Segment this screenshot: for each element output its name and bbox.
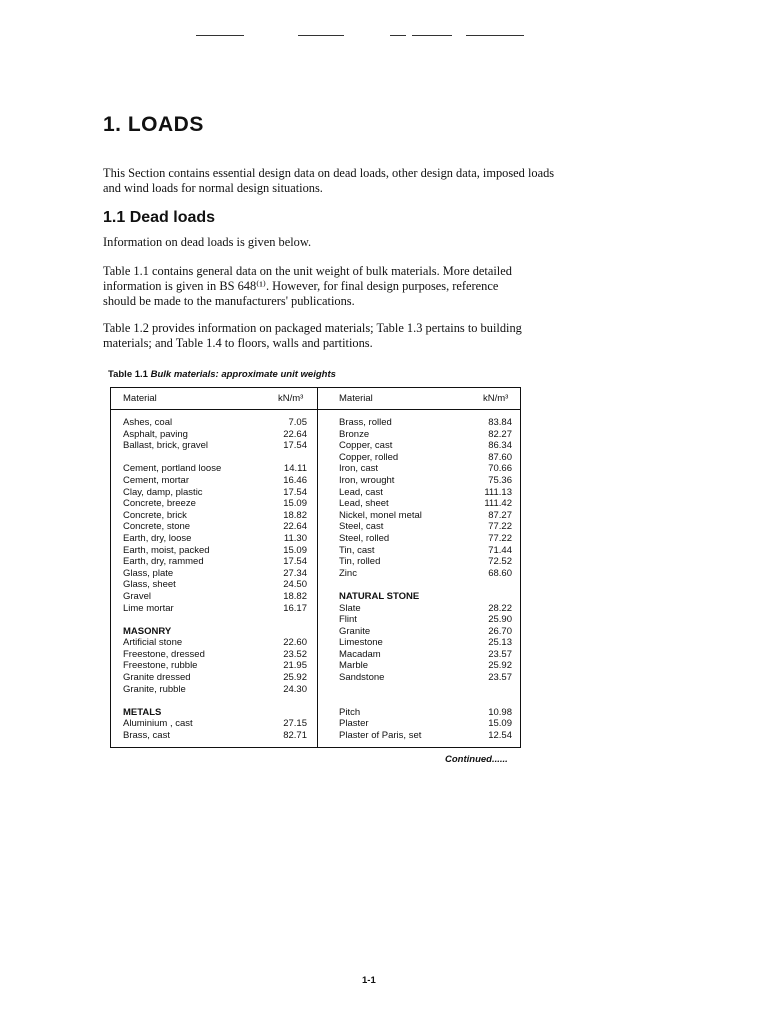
unit-weight-value: 77.22 <box>488 521 512 533</box>
unit-weight-value: 24.30 <box>283 683 307 695</box>
unit-weight-value: 17.54 <box>283 486 307 498</box>
table-row <box>123 429 307 441</box>
material-name: Iron, cast <box>339 463 379 475</box>
table-row <box>339 452 512 464</box>
material-name: Aluminium , cast <box>123 718 193 730</box>
intro-paragraph: This Section contains essential design data on dead loads, other design data, imposed loads and wind loads for normal design situations. <box>103 166 555 195</box>
material-name: Iron, wrought <box>339 474 395 486</box>
unit-weight-value: 82.27 <box>488 428 512 440</box>
table-caption-title: Bulk materials: approximate unit weights <box>150 369 336 380</box>
unit-weight-value: 12.54 <box>488 730 512 742</box>
unit-weight-value: 11.30 <box>283 532 307 544</box>
table-row <box>123 660 307 672</box>
unit-weight-value: 75.36 <box>488 474 512 486</box>
table-row <box>339 498 512 510</box>
unit-weight-value: 25.13 <box>488 637 512 649</box>
material-name: Lead, cast <box>339 486 383 498</box>
material-name: Granite, rubble <box>123 683 186 695</box>
header-rule <box>298 35 344 36</box>
table-row <box>123 707 307 719</box>
material-name: Steel, rolled <box>339 532 390 544</box>
material-name: Steel, cast <box>339 521 384 533</box>
bulk-materials-table <box>110 387 521 748</box>
unit-weight-value: 111.13 <box>484 486 512 498</box>
material-name: Earth, dry, rammed <box>123 556 204 568</box>
material-name: METALS <box>123 706 162 718</box>
material-name: Cement, mortar <box>123 474 189 486</box>
material-name: Copper, cast <box>339 440 393 452</box>
unit-weight-value: 23.52 <box>283 648 307 660</box>
page-title: 1. LOADS <box>103 113 204 136</box>
unit-weight-value: 25.90 <box>488 614 512 626</box>
material-name: Freestone, dressed <box>123 648 205 660</box>
table-row <box>123 487 307 499</box>
unit-weight-value: 111.42 <box>484 498 512 510</box>
material-name: Lime mortar <box>123 602 174 614</box>
material-name: Macadam <box>339 648 381 660</box>
table-left-column <box>123 417 307 742</box>
table-header-divider <box>111 409 520 410</box>
table-row <box>339 626 512 638</box>
unit-weight-value: 23.57 <box>488 648 512 660</box>
material-name: Earth, moist, packed <box>123 544 210 556</box>
material-name: Granite <box>339 625 371 637</box>
table-row <box>123 614 307 626</box>
section-heading: 1.1 Dead loads <box>103 209 216 226</box>
material-name: Freestone, rubble <box>123 660 198 672</box>
table-row <box>339 429 512 441</box>
header-rule <box>390 35 406 36</box>
header-rule <box>412 35 452 36</box>
unit-weight-value: 16.17 <box>283 602 307 614</box>
table-1-2-paragraph: Table 1.2 provides information on packaged materials; Table 1.3 pertains to building materials; and Table 1.4 to floors, walls and partitions. <box>103 321 522 350</box>
material-name: Concrete, brick <box>123 509 187 521</box>
unit-weight-value: 22.60 <box>283 637 307 649</box>
unit-weight-value: 72.52 <box>488 556 512 568</box>
material-name: NATURAL STONE <box>339 590 420 602</box>
table-row <box>123 603 307 615</box>
table-row <box>123 568 307 580</box>
material-name: MASONRY <box>123 625 172 637</box>
table-row <box>123 498 307 510</box>
table-row <box>123 556 307 568</box>
table-row <box>339 556 512 568</box>
material-name: Tin, rolled <box>339 556 381 568</box>
table-row <box>123 545 307 557</box>
unit-weight-value: 71.44 <box>488 544 512 556</box>
table-row <box>339 417 512 429</box>
material-name: Gravel <box>123 590 151 602</box>
unit-weight-value: 70.66 <box>488 463 512 475</box>
table-caption-label: Table 1.1 <box>108 369 148 380</box>
material-name: Lead, sheet <box>339 498 389 510</box>
table-row <box>123 452 307 464</box>
header-rule <box>196 35 244 36</box>
unit-weight-value: 18.82 <box>283 590 307 602</box>
unit-weight-value: 87.60 <box>488 451 512 463</box>
material-name: Ashes, coal <box>123 417 173 428</box>
material-name: Zinc <box>339 567 357 579</box>
table-row <box>123 475 307 487</box>
table-row <box>339 440 512 452</box>
material-name: Copper, rolled <box>339 451 399 463</box>
unit-weight-value: 22.64 <box>283 428 307 440</box>
material-name: Pitch <box>339 706 361 718</box>
table-row <box>339 730 512 742</box>
material-name: Nickel, monel metal <box>339 509 422 521</box>
unit-weight-value: 77.22 <box>488 532 512 544</box>
material-name: Limestone <box>339 637 383 649</box>
unit-weight-value: 28.22 <box>488 602 512 614</box>
header-material-right: Material <box>339 393 373 404</box>
unit-weight-value: 22.64 <box>283 521 307 533</box>
material-name: Brass, rolled <box>339 417 392 428</box>
material-name: Concrete, breeze <box>123 498 196 510</box>
header-unit-right: kN/m³ <box>483 393 509 404</box>
table-row <box>123 463 307 475</box>
unit-weight-value: 17.54 <box>283 440 307 452</box>
unit-weight-value: 25.92 <box>283 672 307 684</box>
table-row <box>123 718 307 730</box>
table-1-1-paragraph: Table 1.1 contains general data on the unit weight of bulk materials. More detailed information is given in BS 648⁽¹⁾. However, for final design purposes, reference should be made to the manufacturers' publications. <box>103 264 512 308</box>
table-row <box>339 579 512 591</box>
material-name: Cement, portland loose <box>123 463 222 475</box>
table-row <box>339 672 512 684</box>
unit-weight-value: 10.98 <box>488 706 512 718</box>
material-name: Clay, damp, plastic <box>123 486 203 498</box>
table-row <box>123 626 307 638</box>
material-name: Marble <box>339 660 369 672</box>
unit-weight-value: 21.95 <box>283 660 307 672</box>
table-row <box>339 591 512 603</box>
table-row <box>339 718 512 730</box>
table-right-column <box>339 417 512 742</box>
table-row <box>339 637 512 649</box>
table-row <box>123 533 307 545</box>
material-name: Plaster of Paris, set <box>339 730 422 742</box>
unit-weight-value: 25.92 <box>488 660 512 672</box>
table-row <box>123 591 307 603</box>
material-name: Artificial stone <box>123 637 183 649</box>
material-name: Slate <box>339 602 361 614</box>
unit-weight-value: 26.70 <box>488 625 512 637</box>
unit-weight-value: 82.71 <box>283 730 307 742</box>
table-caption <box>108 369 336 380</box>
material-name: Concrete, stone <box>123 521 191 533</box>
table-row <box>339 475 512 487</box>
unit-weight-value: 15.09 <box>283 498 307 510</box>
header-unit-left: kN/m³ <box>278 393 304 404</box>
material-name: Sandstone <box>339 672 385 684</box>
table-row <box>339 463 512 475</box>
unit-weight-value: 27.15 <box>283 718 307 730</box>
table-row <box>123 521 307 533</box>
unit-weight-value: 15.09 <box>283 544 307 556</box>
table-row <box>339 521 512 533</box>
material-name: Plaster <box>339 718 369 730</box>
unit-weight-value: 83.84 <box>488 417 512 428</box>
table-row <box>339 695 512 707</box>
continued-note: Continued...... <box>445 754 508 765</box>
table-row <box>123 579 307 591</box>
unit-weight-value: 27.34 <box>283 567 307 579</box>
material-name: Earth, dry, loose <box>123 532 192 544</box>
table-row <box>123 730 307 742</box>
table-row <box>339 649 512 661</box>
unit-weight-value: 86.34 <box>488 440 512 452</box>
table-row <box>123 695 307 707</box>
table-row <box>339 684 512 696</box>
unit-weight-value: 7.05 <box>288 417 307 428</box>
table-row <box>339 707 512 719</box>
unit-weight-value: 15.09 <box>488 718 512 730</box>
unit-weight-value: 16.46 <box>283 474 307 486</box>
unit-weight-value: 14.11 <box>283 463 307 475</box>
material-name: Glass, sheet <box>123 579 176 591</box>
table-row <box>123 510 307 522</box>
unit-weight-value: 18.82 <box>283 509 307 521</box>
material-name: Glass, plate <box>123 567 174 579</box>
header-material-left: Material <box>123 393 157 404</box>
table-row <box>339 533 512 545</box>
header-rule <box>466 35 524 36</box>
unit-weight-value: 17.54 <box>283 556 307 568</box>
table-row <box>123 417 307 429</box>
material-name: Flint <box>339 614 357 626</box>
table-row <box>339 660 512 672</box>
material-name: Asphalt, paving <box>123 428 188 440</box>
dead-loads-intro: Information on dead loads is given below. <box>103 235 312 249</box>
table-row <box>339 603 512 615</box>
table-column-divider <box>317 388 318 747</box>
unit-weight-value: 87.27 <box>488 509 512 521</box>
material-name: Bronze <box>339 428 370 440</box>
table-row <box>339 614 512 626</box>
table-row <box>339 487 512 499</box>
material-name: Granite dressed <box>123 672 191 684</box>
table-row <box>123 684 307 696</box>
page-number: 1-1 <box>362 975 376 986</box>
table-row <box>123 649 307 661</box>
unit-weight-value: 24.50 <box>283 579 307 591</box>
table-row <box>123 672 307 684</box>
table-row <box>339 545 512 557</box>
unit-weight-value: 23.57 <box>488 672 512 684</box>
table-row <box>123 440 307 452</box>
table-row <box>339 510 512 522</box>
table-row <box>123 637 307 649</box>
unit-weight-value: 68.60 <box>488 567 512 579</box>
material-name: Tin, cast <box>339 544 375 556</box>
material-name: Ballast, brick, gravel <box>123 440 209 452</box>
material-name: Brass, cast <box>123 730 170 742</box>
table-row <box>339 568 512 580</box>
